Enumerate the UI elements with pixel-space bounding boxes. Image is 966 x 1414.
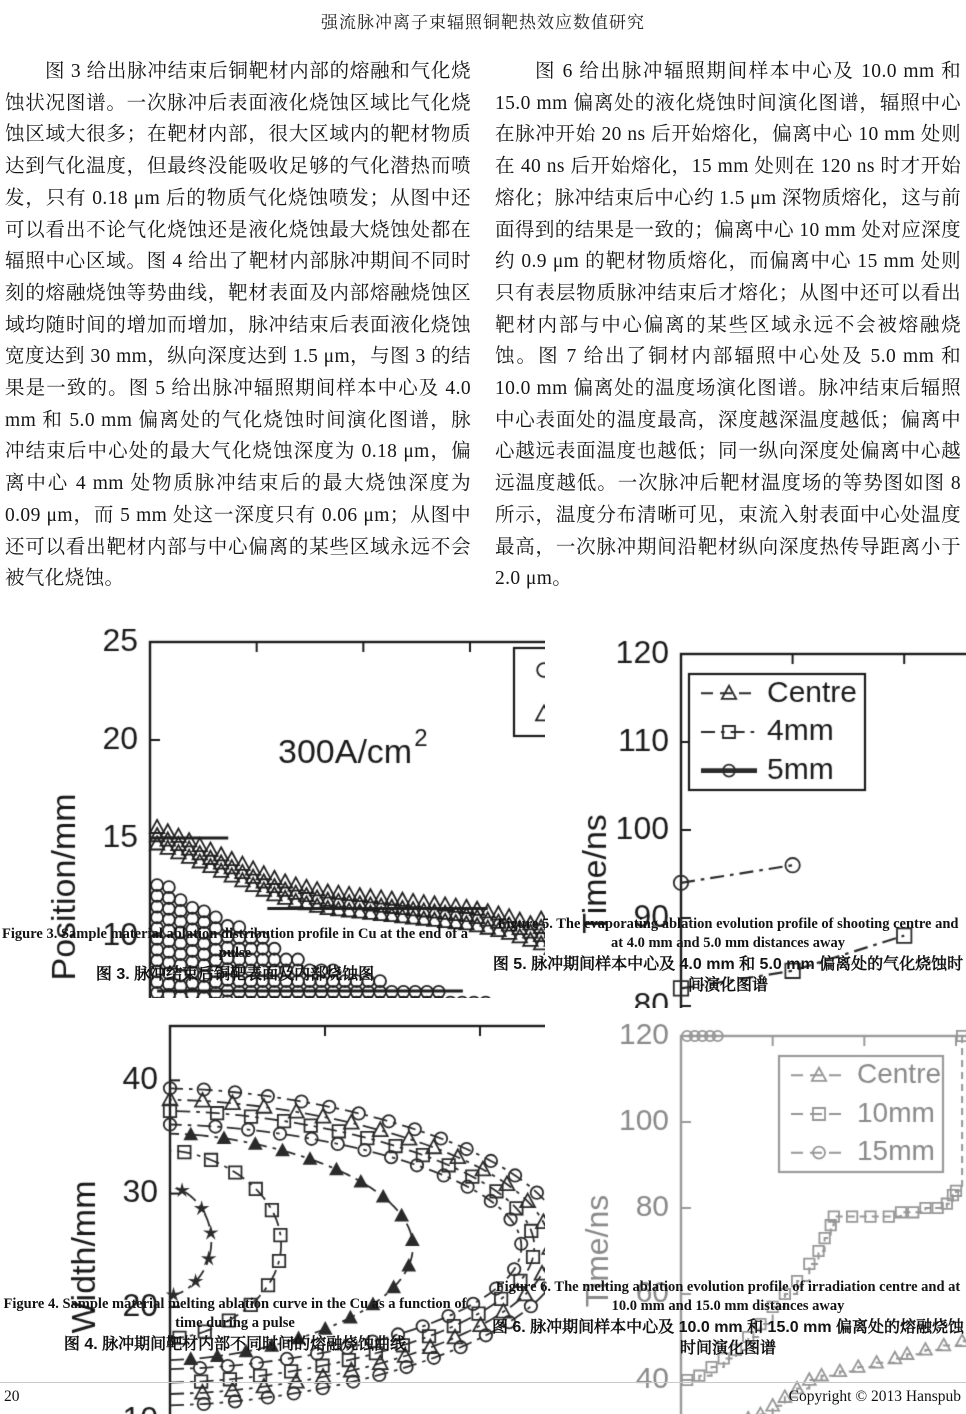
figure3-caption-zh: 图 3. 脉冲结束后铜靶表面及内部烧蚀图 <box>95 966 375 983</box>
left-column-paragraph: 图 3 给出脉冲结束后铜靶材内部的熔融和气化烧蚀状况图谱。一次脉冲后表面液化烧蚀区域比气化烧蚀区域大很多；在靶材内部，很大区域内的靶材物质达到气化温度，但最终没能吸收足够的气化潜热而喷发，只有 0.18 μm 后的物质气化烧蚀喷发；从图中还可以看出不论气化烧蚀还是液化烧蚀最大烧蚀处都在辐照中心区域。图 4 给出了靶材内部脉冲期间不同时刻的熔融烧蚀等势曲线，靶材表面及内部熔融烧蚀区域均随时间的增加而增加，脉冲结束后表面液化烧蚀宽度达到 30 mm，纵向深度达到 1.5 μm，与图 3 的结果是一致的。图 5 给出脉冲辐照期间样本中心及 4.0 mm 和 5.0 mm 偏离处的气化烧蚀时间演化图谱，脉冲结束后中心处的最大气化烧蚀深度为 0.18 μm，偏离中心 4 mm 处物质脉冲结束后的最大烧蚀深度为 0.09 μm，而 5 mm 处这一深度只有 0.06 μm；从图中还可以看出靶材内部与中心偏离的某些区域永远不会被气化烧蚀。 <box>5 61 471 590</box>
figure5-caption-en: Figure 5. The evaporating ablation evolution profile of shooting centre and at 4.0 mm and 5.0 mm distances away <box>497 916 959 951</box>
figure5-caption-zh: 图 5. 脉冲期间样本中心及 4.0 mm 和 5.0 mm 偏离处的气化烧蚀时间演化图谱 <box>492 956 964 994</box>
figure4-caption <box>0 1295 470 1356</box>
figure4-caption-zh: 图 4. 脉冲期间靶材内部不同时间的熔融烧蚀曲线 <box>63 1336 407 1353</box>
header-title: 强流脉冲离子束辐照铜靶热效应数值研究 <box>321 13 645 32</box>
right-column-paragraph: 图 6 给出脉冲辐照期间样本中心及 10.0 mm 和 15.0 mm 偏离处的液化烧蚀时间演化图谱，辐照中心在脉冲开始 20 ns 后开始熔化，偏离中心 10 mm 处则在 40 ns 后开始熔化，15 mm 处则在 120 ns 时才开始熔化；脉冲结束后中心约 1.5 μm 深物质熔化，这与前面得到的结果是一致的；偏离中心 10 mm 处对应深度约 0.9 μm 的靶材物质熔化，而偏离中心 15 mm 处则只有表层物质脉冲结束后才熔化；从图中还可以看出靶材内部与中心偏离的某些区域永远不会被熔融烧蚀。图 7 给出了铜材内部辐照中心处及 5.0 mm 和 10.0 mm 偏离处的温度场演化图谱。脉冲结束后辐照中心表面处的温度最高，深度越深温度越低；偏离中心越远表面温度也越低；同一纵向深度处偏离中心越远温度越低。一次脉冲后靶材温度场的等势图如图 8 所示，温度分布清晰可见，束流入射表面中心处温度最高，一次脉冲期间沿靶材纵向深度热传导距离小于 2.0 μm。 <box>495 61 961 590</box>
figure6-caption-en: Figure 6. The melting ablation evolution profile of irradiation centre and at 10.0 mm and 15.0 mm distances away <box>495 1279 961 1314</box>
page-number: 20 <box>4 1388 20 1405</box>
figure3-caption <box>0 925 470 986</box>
footer-rule <box>0 1382 966 1383</box>
copyright-text: Copyright © 2013 Hanspub <box>788 1388 961 1405</box>
figure3-caption-en: Figure 3. Sample material ablation distribution profile in Cu at the end of a pulse <box>2 926 468 961</box>
figure6-caption-zh: 图 6. 脉冲期间样本中心及 10.0 mm 和 15.0 mm 偏离处的熔融烧蚀时间演化图谱 <box>491 1319 965 1357</box>
figure5-caption <box>490 915 966 996</box>
figure4-caption-en: Figure 4. Sample material melting ablation curve in the Cu as a function of time during a pulse <box>3 1296 467 1331</box>
figure6-caption <box>490 1278 966 1359</box>
